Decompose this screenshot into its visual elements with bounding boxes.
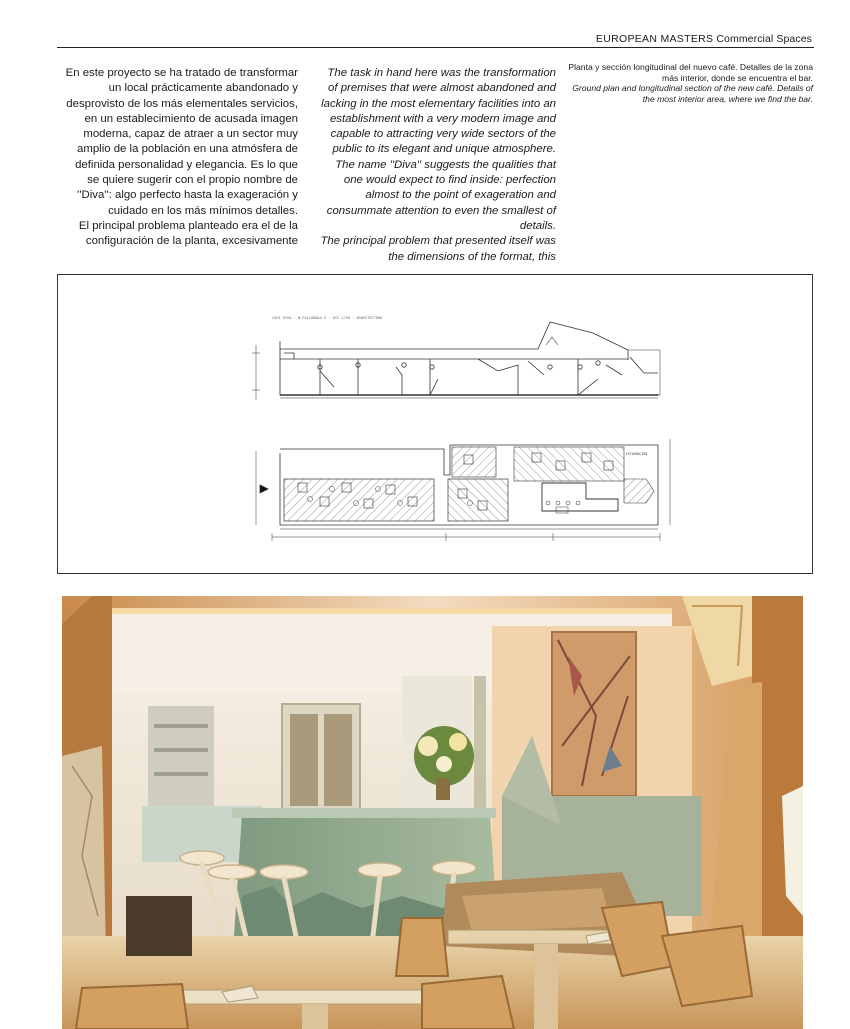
- longitudinal-section: [252, 322, 660, 400]
- cafe-interior-photo: [62, 596, 803, 1029]
- drawing-room-tag: ESTAURACION: [626, 452, 648, 456]
- cafe-interior-illustration: [62, 596, 803, 1029]
- running-head-brand: EUROPEAN MASTERS: [595, 33, 714, 45]
- caption-english: Ground plan and longitudinal section of the new café. Details of the most interior area, where we find the bar.: [572, 83, 813, 104]
- header-rule: [57, 47, 814, 48]
- spanish-text-column: [60, 66, 298, 250]
- drawing-title: CAFE DIVA · N.FOLLONADA 5 · ESC 1/50 · ARQUITECTURA: [272, 316, 383, 320]
- spanish-paragraph-1: En este proyecto se ha tratado de transformar un local prácticamente abandonado y desprovisto de los más elementales servicios, en un establecimiento de acusada imagen moderna, capaz de atraer a un sector muy amplio de la población en una atmósfera de definida personalidad y elegancia. Es lo que se quiere sugerir con el propio nombre de ''Diva'': algo perfecto hasta la exageración y cuidado en los más mínimos detalles.: [65, 67, 298, 217]
- running-head: [560, 33, 812, 45]
- spanish-paragraph-2: El principal problema planteado era el de la configuración de la planta, excesivamente: [78, 219, 298, 248]
- architectural-drawing: [58, 275, 812, 573]
- english-paragraph-1: The task in hand here was the transformation of premises that were almost abandoned and lacking in the most elementary facilities into an establishment with a very modern image and capable to attracting very wide sectors of the public to its elegant and unique atmosphere. The name ''Diva'' suggests the qualities that one would expect to find inside: perfection almost to the point of exageration and consummate attention to even the smallest of details.: [321, 67, 556, 232]
- caption-spanish: Planta y sección longitudinal del nuevo café. Detalles de la zona más interior, donde se encuentra el bar.: [568, 62, 813, 83]
- ground-plan: [256, 439, 670, 541]
- running-head-section: Commercial Spaces: [716, 33, 812, 45]
- english-paragraph-2: The principal problem that presented itself was the dimensions of the format, this: [320, 235, 556, 263]
- figure-caption: [565, 62, 813, 104]
- english-text-column: [318, 66, 556, 265]
- architectural-drawing-frame: [57, 274, 813, 574]
